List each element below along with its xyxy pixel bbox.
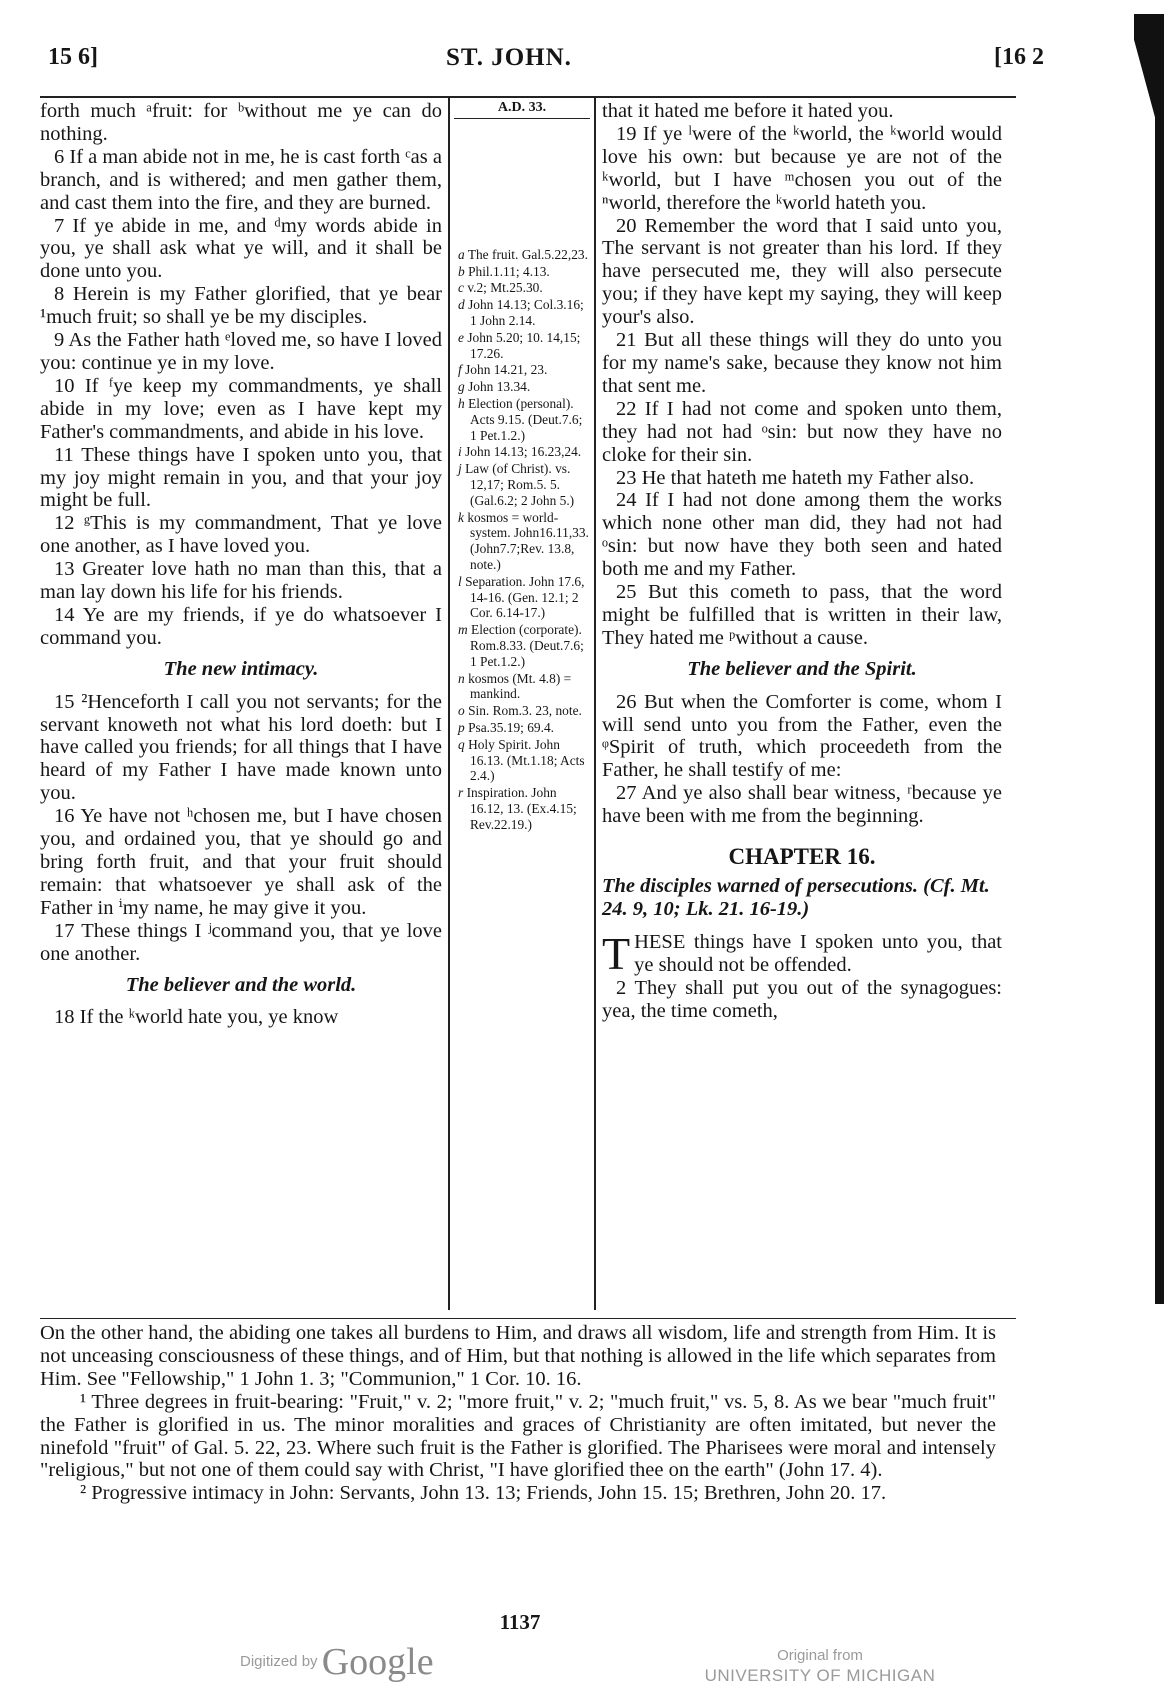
section-heading: The believer and the Spirit. [687,657,917,680]
digitized-by-watermark [240,1640,434,1684]
footnote: On the other hand, the abiding one takes all burdens to Him, and draws all wisdom, life and strength from Him. It is not unceasing consciousness of these things, and of Him, but that nothing is allowed in the life which separates from Him. See "Fellowship," 1 John 1. 3; "Communion," 1 Cor. 10. 16. [40,1322,996,1390]
verse: 13 Greater love hath no man than this, that a man lay down his life for his friends. [40,558,442,604]
cross-reference-note: a The fruit. Gal.5.22,23. [458,246,588,262]
cross-reference-note: m Election (corporate). Rom.8.33. (Deut.7.6; 1 Pet.1.2.) [458,622,584,669]
footnote: ¹ Three degrees in fruit-bearing: "Fruit," v. 2; "more fruit," v. 2; "much fruit," vs. 5, 8. As we bear "much fruit" the Father is glorified in us. The minor moralities and graces of Christianity are often imitated, but never the ninefold "fruit" of Gal. 5. 22, 23. Where such fruit is the Father is glorified. The Pharisees were moral and intensely "religious," but not one of them could say with Christ, "I have glorified thee on the earth" (John 17. 4). [40,1390,996,1482]
page-number: 1137 [499,1610,541,1634]
cross-reference-note: n kosmos (Mt. 4.8) = mankind. [458,670,572,702]
digitized-label: Digitized by [240,1652,318,1670]
cross-reference-note: q Holy Spirit. John 16.13. (Mt.1.18; Acts 2.4.) [458,736,585,784]
cross-reference-note: g John 13.34. [458,379,531,395]
header-verse-range-start: 15 6] [48,44,98,70]
header-verse-range-end: [16 2 [994,44,1044,70]
institution-name: UNIVERSITY OF MICHIGAN [704,1666,936,1685]
page-edge-shadow [1134,14,1164,1304]
margin-spacer [454,125,590,247]
reference-margin-column [454,100,590,833]
verse: 26 But when the Comforter is come, whom I will send unto you from the Father, even the ᵠSpirit of truth, which proceedeth from the Father, he shall testify of me: [602,690,1002,782]
page-title: ST. JOHN. [446,44,572,71]
verse: 17 These things I ʲcommand you, that ye love one another. [40,919,442,965]
drop-cap: T [602,927,631,979]
cross-reference-note: e John 5.20; 10. 14,15; 17.26. [458,329,581,361]
cross-reference-note: c v.2; Mt.25.30. [458,280,543,296]
verse: 2 They shall put you out of the synagogues: yea, the time cometh, [602,976,1002,1022]
section-heading: The believer and the world. [125,973,357,996]
cross-reference-note: b Phil.1.11; 4.13. [458,263,550,279]
right-text-column [602,100,1002,1022]
verse: 11 These things have I spoken unto you, that my joy might remain in you, and that your joy might be full. [40,443,442,512]
chapter-first-verse: THESE things have I spoken unto you, that ye should not be offended. [602,927,1002,979]
cross-reference-note: k kosmos = world-system. John16.11,33. (John7.7;Rev. 13.8, note.) [458,509,589,572]
verse: 21 But all these things will they do unto you for my name's sake, because they know not him that sent me. [602,329,1002,397]
cross-reference-note: l Separation. John 17.6, 14-16. (Gen. 12.1; 2 Cor. 6.14-17.) [458,573,585,621]
margin-date: A.D. 33. [454,100,590,119]
cross-reference-note: f John 14.21, 23. [458,362,548,378]
verse: 18 If the ᵏworld hate you, ye know [54,1006,339,1029]
verse: that it hated me before it hated you. [602,100,894,122]
cross-reference-note: h Election (personal). Acts 9.15. (Deut.7.6; 1 Pet.1.2.) [458,395,583,443]
cross-reference-note: i John 14.13; 16.23,24. [458,444,582,460]
verse: 6 If a man abide not in me, he is cast forth ᶜas a branch, and is withered; and men gather them, and cast them into the fire, and they are burned. [40,145,442,214]
verse: 27 And ye also shall bear witness, ʳbecause ye have been with me from the beginning. [602,782,1002,828]
verse: 15 ²Henceforth I call you not servants; for the servant knoweth not what his lord doeth: but I have called you friends; for all things that I have heard of my Father I have made known unto you. [40,690,442,805]
verse: 22 If I had not come and spoken unto them, they had not had ᵒsin: but now they have no cloke for their sin. [602,397,1002,466]
google-logo: Google [321,1641,434,1683]
chapter-title: CHAPTER 16. [728,844,876,870]
section-heading: The new intimacy. [163,657,319,680]
column-divider-right [594,98,596,1310]
cross-reference-note: r Inspiration. John 16.12, 13. (Ex.4.15; Rev.22.19.) [458,785,577,832]
left-text-column [40,100,442,1029]
footnote-rule [40,1318,1016,1319]
cross-reference-note: p Psa.35.19; 69.4. [458,719,554,735]
verse: 23 He that hateth me hateth my Father also. [616,466,975,489]
original-from-label: Original from [777,1647,863,1664]
footnotes [40,1322,996,1505]
verse: 25 But this cometh to pass, that the word might be fulfilled that is written in their law, They hated me ᵖwithout a cause. [602,581,1002,649]
verse: 8 Herein is my Father glorified, that ye bear ¹much fruit; so shall ye be my disciples. [40,283,442,329]
original-from-watermark [700,1646,940,1686]
cross-reference-note: o Sin. Rom.3. 23, note. [458,703,582,719]
verse: 20 Remember the word that I said unto you, The servant is not greater than his lord. If they have persecuted me, they will also persecute you; if they have kept my saying, they will keep your's also. [602,214,1002,329]
verse: 19 If ye ˡwere of the ᵏworld, the ᵏworld would love his own: but because ye are not of the ᵏworld, but I have ᵐchosen you out of the ⁿworld, therefore the ᵏworld hateth you. [602,122,1002,214]
cross-reference-note: j Law (of Christ). vs. 12,17; Rom.5. 5. (Gal.6.2; 2 John 5.) [458,461,575,508]
verse: 7 If ye abide in me, and ᵈmy words abide in you, ye shall ask what ye will, and it shall be done unto you. [40,214,442,283]
verse: 14 Ye are my friends, if ye do whatsoever I command you. [40,603,442,649]
verse: 9 As the Father hath ᵉloved me, so have I loved you: continue ye in my love. [40,329,442,374]
chapter-subtitle: The disciples warned of persecutions. (Cf. Mt. 24. 9, 10; Lk. 21. 16-19.) [602,875,990,920]
cross-reference-note: d John 14.13; Col.3.16; 1 John 2.14. [458,297,584,328]
verse: forth much ᵃfruit: for ᵇwithout me ye can do nothing. [40,100,442,145]
verse: 12 ᵍThis is my commandment, That ye love one another, as I have loved you. [40,512,442,558]
verse: 16 Ye have not ʰchosen me, but I have chosen you, and ordained you, that ye should go and bring forth fruit, and that your fruit should remain: that whatsoever ye shall ask of the Father in ⁱmy name, he may give it you. [40,805,442,919]
verse: 10 If ᶠye keep my commandments, ye shall abide in my love; even as I have kept my Father's commandments, and abide in his love. [40,374,442,443]
header-rule [40,96,1016,98]
column-divider-left [448,98,450,1310]
verse: 24 If I had not done among them the works which none other man did, they had not had ᵒsin: but now have they both seen and hated both me and my Father. [602,489,1002,581]
footnote: ² Progressive intimacy in John: Servants, John 13. 13; Friends, John 15. 15; Brethren, John 20. 17. [80,1482,887,1505]
